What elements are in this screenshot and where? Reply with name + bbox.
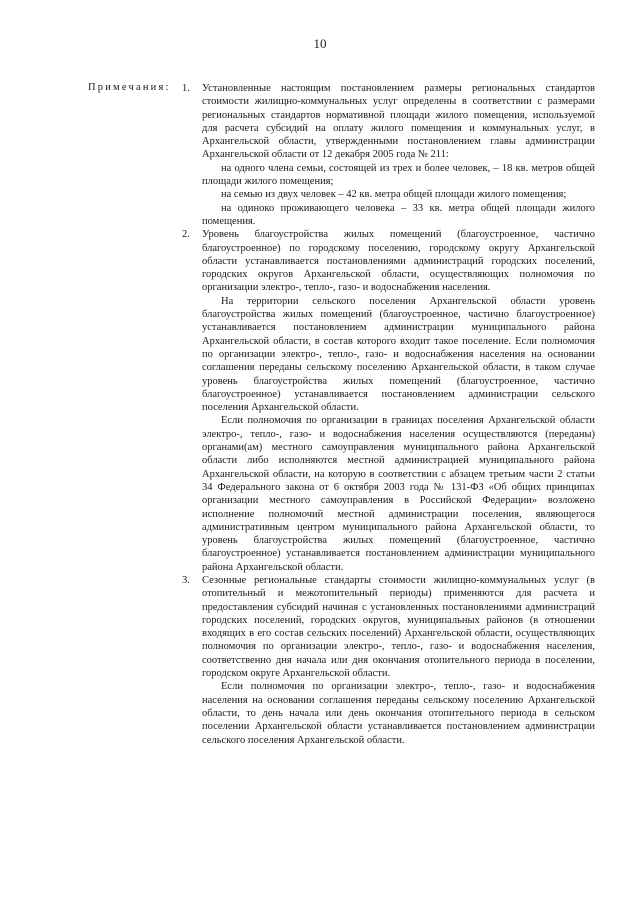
note-2 [182,228,595,574]
page-number: 10 [313,36,327,51]
paragraph: на одного члена семьи, состоящей из трех и более человек, – 18 кв. метров общей площади жилого помещения; [202,162,595,188]
paragraph: на семью из двух человек – 42 кв. метра общей площади жилого помещения; [221,189,567,201]
notes-content [182,82,595,747]
note-3 [182,574,595,747]
notes-label: Примечания: [88,82,171,93]
paragraph: На территории сельского поселения Архангельской области уровень благоустройства жилых помещений (благоустроенное, частично благоустроенное) устанавливается постановлением администрации муниципального района Архангельской области, в состав которого входит такое поселение. Если полномочия по организации электро-, тепло-, газо- и водоснабжения населения на основании соглашения переданы сельскому поселению Архангельской области, в таком случае уровень благоустройства жилых помещений (благоустроенное, частично благоустроенное) устанавливается постановлением администрации сельского поселения Архангельской области. [202,295,595,414]
paragraph: Сезонные региональные стандарты стоимости жилищно-коммунальных услуг (в отопительный и межотопительный периоды) применяются для расчета и предоставления субсидий начиная с установленных постановлениями администраций городских поселений, городских округов, муниципальных районов (в отношении входящих в его состав сельских поселений) Архангельской области, осуществляющих полномочия по организации электро-, тепло-, газо- и водоснабжения населения, соответственно дня начала или дня окончания отопительного периода в поселении, городском округе Архангельской области. [202,574,595,680]
paragraph: Если полномочия по организации электро-, тепло-, газо- и водоснабжения населения на основании соглашения переданы сельскому поселению Архангельской области, то день начала или день окончания отопительного периода в сельском поселении Архангельской области устанавливается постановлением администрации сельского поселения Архангельской области. [202,681,595,746]
note-number: 1. [182,83,190,94]
paragraph: Установленные настоящим постановлением размеры региональных стандартов стоимости жилищно-коммунальных услуг определены в соответствии с размерами региональных стандартов нормативной площади жилого помещения, используемой для расчета субсидий на оплату жилого помещения и коммунальных услуг, в Архангельской области, утвержденными постановлением главы администрации Архангельской области от 12 декабря 2005 года № 211: [202,83,595,161]
paragraph: Уровень благоустройства жилых помещений (благоустроенное, частично благоустроенное) по городскому поселению, городскому округу Архангельской области устанавливается постановлениями администраций городских поселений, городских округов Архангельской области, осуществляющих полномочия по организации электро-, тепло-, газо- и водоснабжения населения. [202,229,595,294]
note-number: 3. [182,574,190,586]
paragraph: Если полномочия по организации в границах поселения Архангельской области электро-, тепло-, газо- и водоснабжения населения осуществляются (переданы) органами(ам) местного самоуправления муниципального района Архангельской области либо исполняются местной администрацией муниципального района Архангельской области, на которую в соответствии с абзацем третьим части 2 статьи 34 Федерального закона от 6 октября 2003 года № 131-ФЗ «Об общих принципах организации местного самоуправления в Российской Федерации» возложено исполнение полномочий местной администрации поселения, являющегося административным центром муниципального района Архангельской области, то уровень благоустройства жилых помещений (благоустроенное, частично благоустроенное) устанавливается постановлением администрации муниципального района Архангельской области. [202,415,595,573]
note-1 [182,82,595,228]
paragraph: на одиноко проживающего человека – 33 кв. метра общей площади жилого помещения. [202,202,595,227]
note-number: 2. [182,229,190,241]
